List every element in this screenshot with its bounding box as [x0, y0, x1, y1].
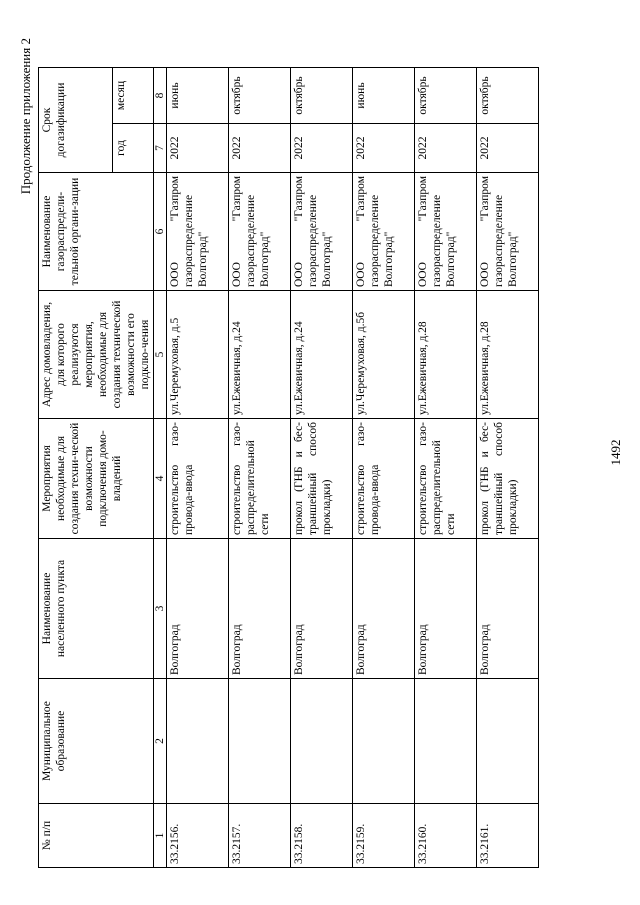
- row-address: ул.Ежевичная, д.28: [415, 291, 477, 419]
- row-municipality: [291, 679, 353, 804]
- gasification-table: [38, 67, 539, 868]
- row-organization: ООО "Газпром газораспределение Волгоград": [229, 173, 291, 291]
- row-organization: ООО "Газпром газораспределение Волгоград": [167, 173, 229, 291]
- row-year: 2022: [415, 124, 477, 173]
- row-number: 33.2159.: [353, 804, 415, 868]
- row-settlement: Волгоград: [167, 539, 229, 679]
- header-year: год: [113, 124, 154, 173]
- row-year: 2022: [477, 124, 539, 173]
- column-numbers-row: [154, 68, 167, 868]
- column-number: 7: [154, 124, 167, 173]
- row-number: 33.2161.: [477, 804, 539, 868]
- header-deadline: Срок догазификации: [39, 68, 113, 173]
- header-address: Адрес домовладения, для которого реализуются мероприятия, необходимые для создания технической возможности его подклю-чения: [39, 291, 154, 419]
- row-month: октябрь: [229, 68, 291, 124]
- row-measure: строительство газо-распределительной сети: [229, 419, 291, 539]
- row-month: октябрь: [477, 68, 539, 124]
- header-measures: Мероприятия необходимые для создания техни-ческой возможности подключения домо-владений: [39, 419, 154, 539]
- table-row: [353, 68, 415, 868]
- column-number: 8: [154, 68, 167, 124]
- row-address: ул.Черемуховая, д.5б: [353, 291, 415, 419]
- row-measure: строительство газо-провода-ввода: [353, 419, 415, 539]
- row-measure: строительство газо-распределительной сети: [415, 419, 477, 539]
- column-number: 4: [154, 419, 167, 539]
- row-month: июнь: [167, 68, 229, 124]
- table-row: [291, 68, 353, 868]
- table-row: [229, 68, 291, 868]
- header-municipality: Муниципальное образование: [39, 679, 154, 804]
- row-settlement: Волгоград: [353, 539, 415, 679]
- row-address: ул.Черемуховая, д.5: [167, 291, 229, 419]
- header-month: месяц: [113, 68, 154, 124]
- table-row: [167, 68, 229, 868]
- row-measure: прокол (ГНБ и бес-траншейный способ прокладки): [291, 419, 353, 539]
- row-settlement: Волгоград: [415, 539, 477, 679]
- row-number: 33.2160.: [415, 804, 477, 868]
- row-municipality: [353, 679, 415, 804]
- continuation-note: Продолжение приложения 2: [18, 38, 33, 195]
- row-number: 33.2158.: [291, 804, 353, 868]
- row-month: октябрь: [415, 68, 477, 124]
- table-row: [415, 68, 477, 868]
- row-organization: ООО "Газпром газораспределение Волгоград": [291, 173, 353, 291]
- row-year: 2022: [167, 124, 229, 173]
- row-organization: ООО "Газпром газораспределение Волгоград": [415, 173, 477, 291]
- row-settlement: Волгоград: [229, 539, 291, 679]
- column-number: 2: [154, 679, 167, 804]
- header-organization: Наименование газораспредели-тельной органи-зации: [39, 173, 154, 291]
- table-row: [477, 68, 539, 868]
- column-number: 6: [154, 173, 167, 291]
- row-number: 33.2156.: [167, 804, 229, 868]
- row-year: 2022: [229, 124, 291, 173]
- row-settlement: Волгоград: [291, 539, 353, 679]
- row-organization: ООО "Газпром газораспределение Волгоград": [353, 173, 415, 291]
- column-number: 1: [154, 804, 167, 868]
- row-month: июнь: [353, 68, 415, 124]
- row-municipality: [415, 679, 477, 804]
- row-address: ул.Ежевичная, д.24: [291, 291, 353, 419]
- column-number: 5: [154, 291, 167, 419]
- row-municipality: [229, 679, 291, 804]
- header-number: № п/п: [39, 804, 154, 868]
- page-number: 1492: [608, 439, 623, 466]
- row-month: октябрь: [291, 68, 353, 124]
- row-address: ул.Ежевичная, д.24: [229, 291, 291, 419]
- row-number: 33.2157.: [229, 804, 291, 868]
- row-municipality: [167, 679, 229, 804]
- row-year: 2022: [353, 124, 415, 173]
- column-number: 3: [154, 539, 167, 679]
- row-measure: прокол (ГНБ и бес-траншейный способ прокладки): [477, 419, 539, 539]
- row-municipality: [477, 679, 539, 804]
- header-settlement: Наименование населенного пункта: [39, 539, 154, 679]
- row-settlement: Волгоград: [477, 539, 539, 679]
- row-address: ул.Ежевичная, д.28: [477, 291, 539, 419]
- row-measure: строительство газо-провода-ввода: [167, 419, 229, 539]
- row-year: 2022: [291, 124, 353, 173]
- row-organization: ООО "Газпром газораспределение Волгоград": [477, 173, 539, 291]
